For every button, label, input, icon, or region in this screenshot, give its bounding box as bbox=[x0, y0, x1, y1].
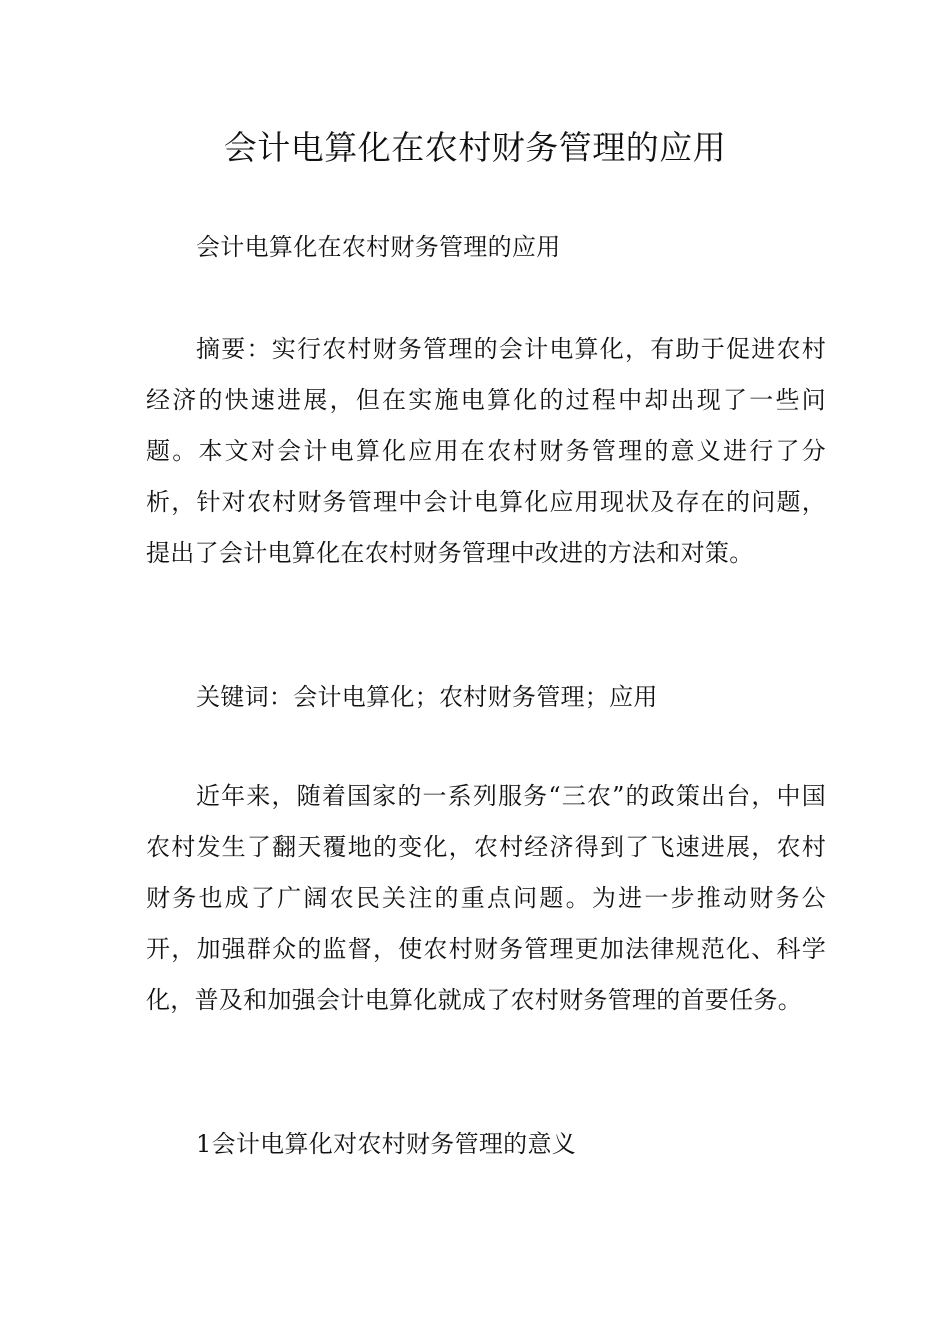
abstract-paragraph: 摘要：实行农村财务管理的会计电算化，有助于促进农村经济的快速进展，但在实施电算化的过程中却出现了一些问题。本文对会计电算化应用在农村财务管理的意义进行了分析，针对农村财务管理中会计电算化应用现状及存在的问题，提出了会计电算化在农村财务管理中改进的方法和对策。 bbox=[146, 335, 826, 567]
document-title: 会计电算化在农村财务管理的应用 bbox=[223, 128, 727, 167]
document-subtitle: 会计电算化在农村财务管理的应用 bbox=[196, 233, 561, 261]
intro-paragraph: 近年来，随着国家的一系列服务“三农”的政策出台，中国农村发生了翻天覆地的变化，农村经济得到了飞速进展，农村财务也成了广阔农民关注的重点问题。为进一步推动财务公开，加强群众的监督，使农村财务管理更加法律规范化、科学化，普及和加强会计电算化就成了农村财务管理的首要任务。 bbox=[146, 782, 826, 1014]
section-heading: 1会计电算化对农村财务管理的意义 bbox=[196, 1130, 577, 1158]
keywords-paragraph: 关键词：会计电算化；农村财务管理；应用 bbox=[196, 683, 658, 711]
